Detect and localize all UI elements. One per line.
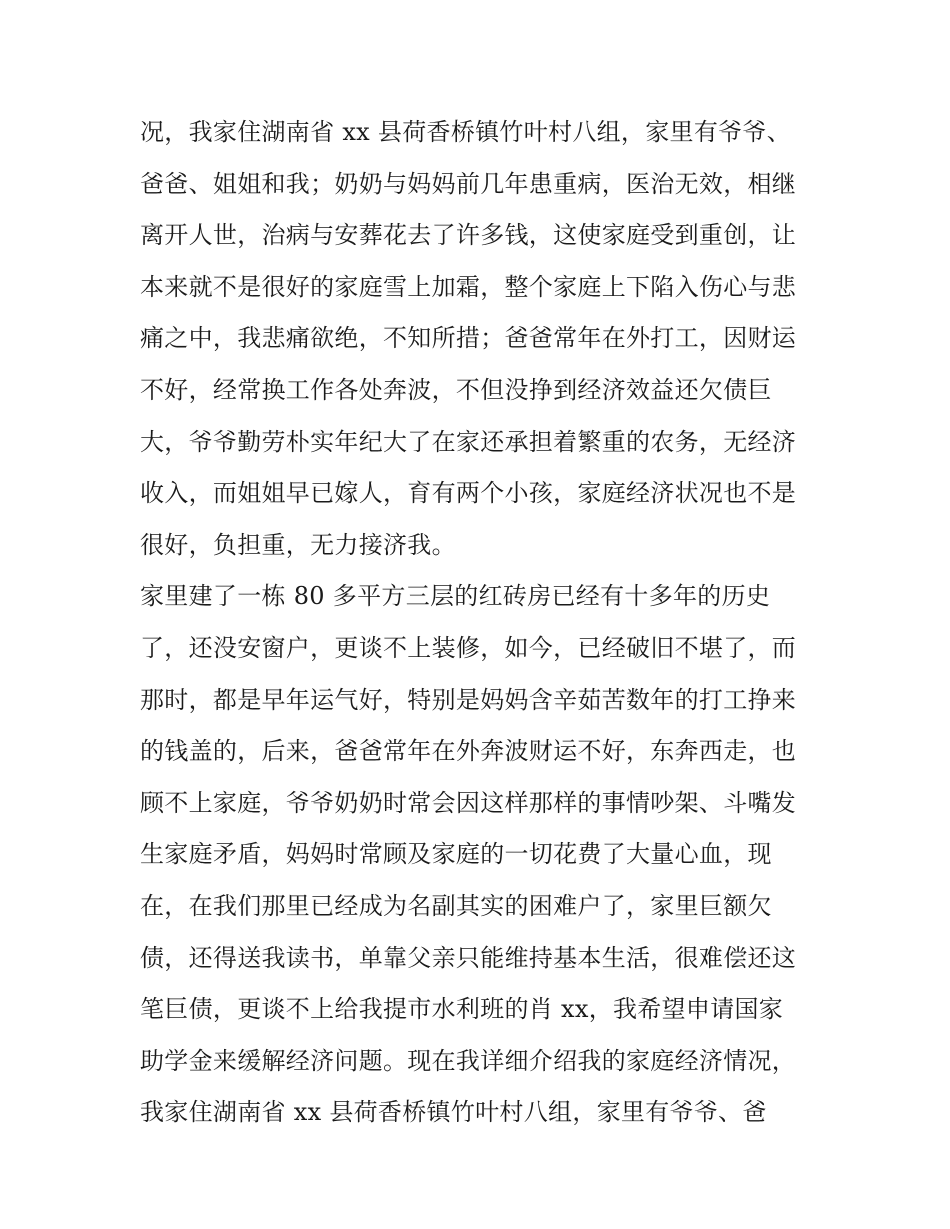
document-body [140,107,820,1139]
text-line: 本来就不是很好的家庭雪上加霜，整个家庭上下陷入伤心与悲 [140,272,797,301]
text-line: 在，在我们那里已经成为名副其实的困难户了，家里巨额欠 [140,891,772,920]
text-line: 痛之中，我悲痛欲绝，不知所措；爸爸常年在外打工，因财运 [140,324,797,353]
text-line: 家里建了一栋 80 多平方三层的红砖房已经有十多年的历史 [140,582,771,611]
text-line: 的钱盖的，后来，爸爸常年在外奔波财运不好，东奔西走，也 [140,737,797,766]
text-line: 很好，负担重，无力接济我。 [140,530,456,559]
text-line: 顾不上家庭，爷爷奶奶时常会因这样那样的事情吵架、斗嘴发 [140,788,797,817]
text-line: 了，还没安窗户，更谈不上装修，如今，已经破旧不堪了，而 [140,633,797,662]
text-line: 离开人世，治病与安葬花去了许多钱，这使家庭受到重创，让 [140,221,797,250]
text-line: 笔巨债，更谈不上给我提市水利班的肖 xx，我希望申请国家 [140,995,784,1024]
text-line: 生家庭矛盾，妈妈时常顾及家庭的一切花费了大量心血，现 [140,840,772,869]
text-line: 我家住湖南省 xx 县荷香桥镇竹叶村八组，家里有爷爷、爸 [140,1098,767,1127]
text-line: 大，爷爷勤劳朴实年纪大了在家还承担着繁重的农务，无经济 [140,427,797,456]
text-line: 收入，而姐姐早已嫁人，育有两个小孩，家庭经济状况也不是 [140,479,797,508]
text-line: 况，我家住湖南省 xx 县荷香桥镇竹叶村八组，家里有爷爷、 [140,118,792,146]
text-line: 爸爸、姐姐和我；奶奶与妈妈前几年患重病，医治无效，相继 [140,169,797,198]
text-line: 那时，都是早年运气好，特别是妈妈含辛茹苦数年的打工挣来 [140,685,797,714]
text-line: 不好，经常换工作各处奔波，不但没挣到经济效益还欠债巨 [140,375,772,404]
text-line: 助学金来缓解经济问题。现在我详细介绍我的家庭经济情况， [140,1046,797,1075]
text-line: 债，还得送我读书，单靠父亲只能维持基本生活，很难偿还这 [140,943,797,972]
